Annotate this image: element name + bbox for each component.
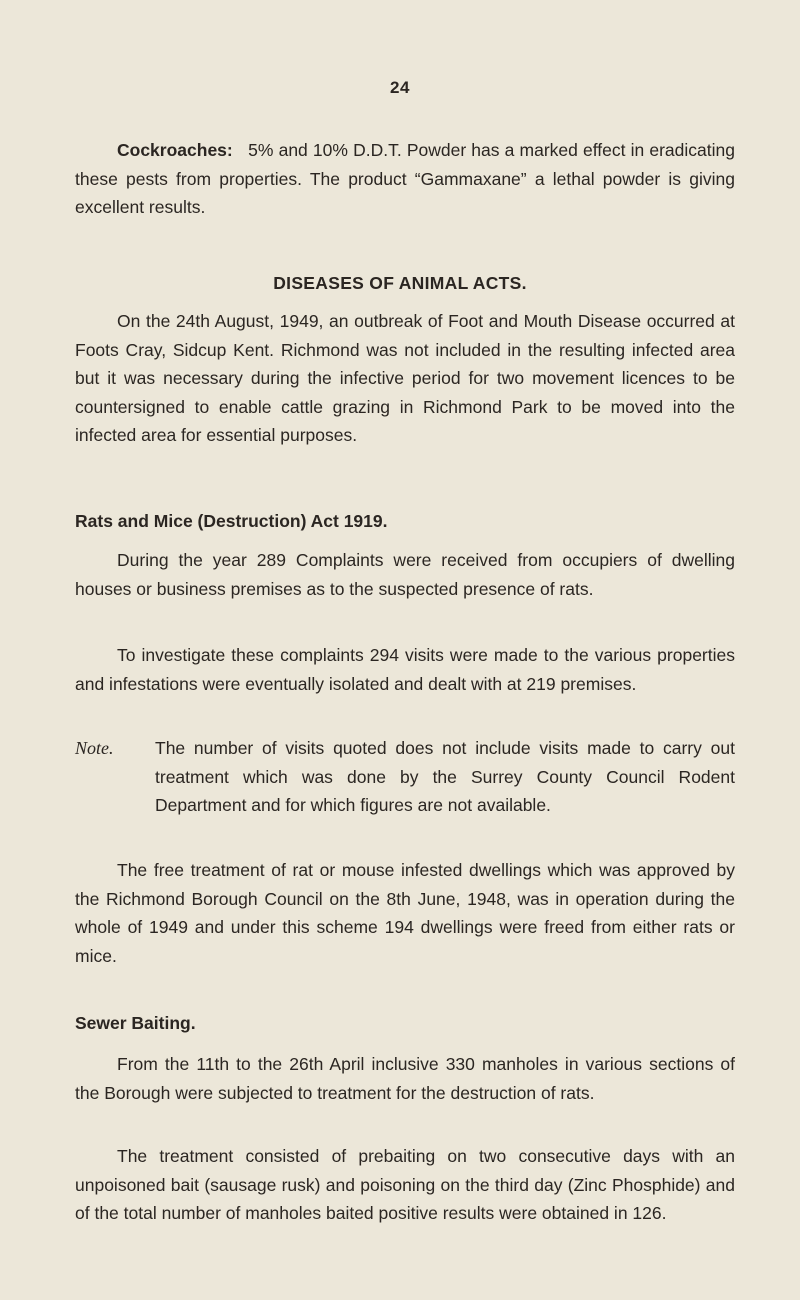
cockroaches-paragraph — [75, 136, 735, 222]
rats-and-mice-heading: Rats and Mice (Destruction) Act 1919. — [75, 511, 388, 531]
note-block — [75, 734, 735, 820]
page-number: 24 — [390, 78, 410, 97]
diseases-paragraph: On the 24th August, 1949, an outbreak of Foot and Mouth Disease occurred at Foots Cray, Sidcup Kent. Richmond was not included in the resulting infected area but it was necessary during the infective period for two movement licences to be countersigned to enable cattle grazing in Richmond Park to be moved into the infected area for essential purposes. — [75, 311, 735, 445]
note-text: The number of visits quoted does not include visits made to carry out treatment which was done by the Surrey County Council Rodent Department and for which figures are not available. — [155, 738, 735, 815]
sewer-paragraph-2-block — [75, 1142, 735, 1228]
sewer-paragraph-2: The treatment consisted of prebaiting on two consecutive days with an unpoisoned bait (sausage rusk) and poisoning on the third day (Zinc Phosphide) and of the total number of manholes baited positive results were obtained in 126. — [75, 1146, 735, 1223]
diseases-of-animal-acts-heading: DISEASES OF ANIMAL ACTS. — [273, 273, 527, 293]
rats-paragraph-2: To investigate these complaints 294 visits were made to the various properties and infestations were eventually isolated and dealt with at 219 premises. — [75, 645, 735, 694]
note-label: Note. — [75, 738, 114, 758]
rats-paragraph-3: The free treatment of rat or mouse infested dwellings which was approved by the Richmond Borough Council on the 8th June, 1948, was in operation during the whole of 1949 and under this scheme 194 dwellings were freed from either rats or mice. — [75, 860, 735, 966]
sewer-paragraph-1-block — [75, 1050, 735, 1107]
cockroaches-heading: Cockroaches: — [117, 140, 233, 160]
sewer-paragraph-1: From the 11th to the 26th April inclusive 330 manholes in various sections of the Borough were subjected to treatment for the destruction of rats. — [75, 1054, 735, 1103]
sewer-baiting-heading: Sewer Baiting. — [75, 1013, 196, 1033]
diseases-section — [75, 307, 735, 450]
cockroaches-text: 5% and 10% D.D.T. Powder has a marked effect in eradicating these pests from properties. The product “Gammaxane” a lethal powder is giving excellent results. — [75, 140, 735, 217]
rats-paragraph-2-block — [75, 641, 735, 698]
rats-paragraph-1-block — [75, 546, 735, 603]
cockroaches-section — [75, 136, 735, 222]
rats-paragraph-1: During the year 289 Complaints were received from occupiers of dwelling houses or business premises as to the suspected presence of rats. — [75, 550, 735, 599]
rats-paragraph-3-block — [75, 856, 735, 970]
